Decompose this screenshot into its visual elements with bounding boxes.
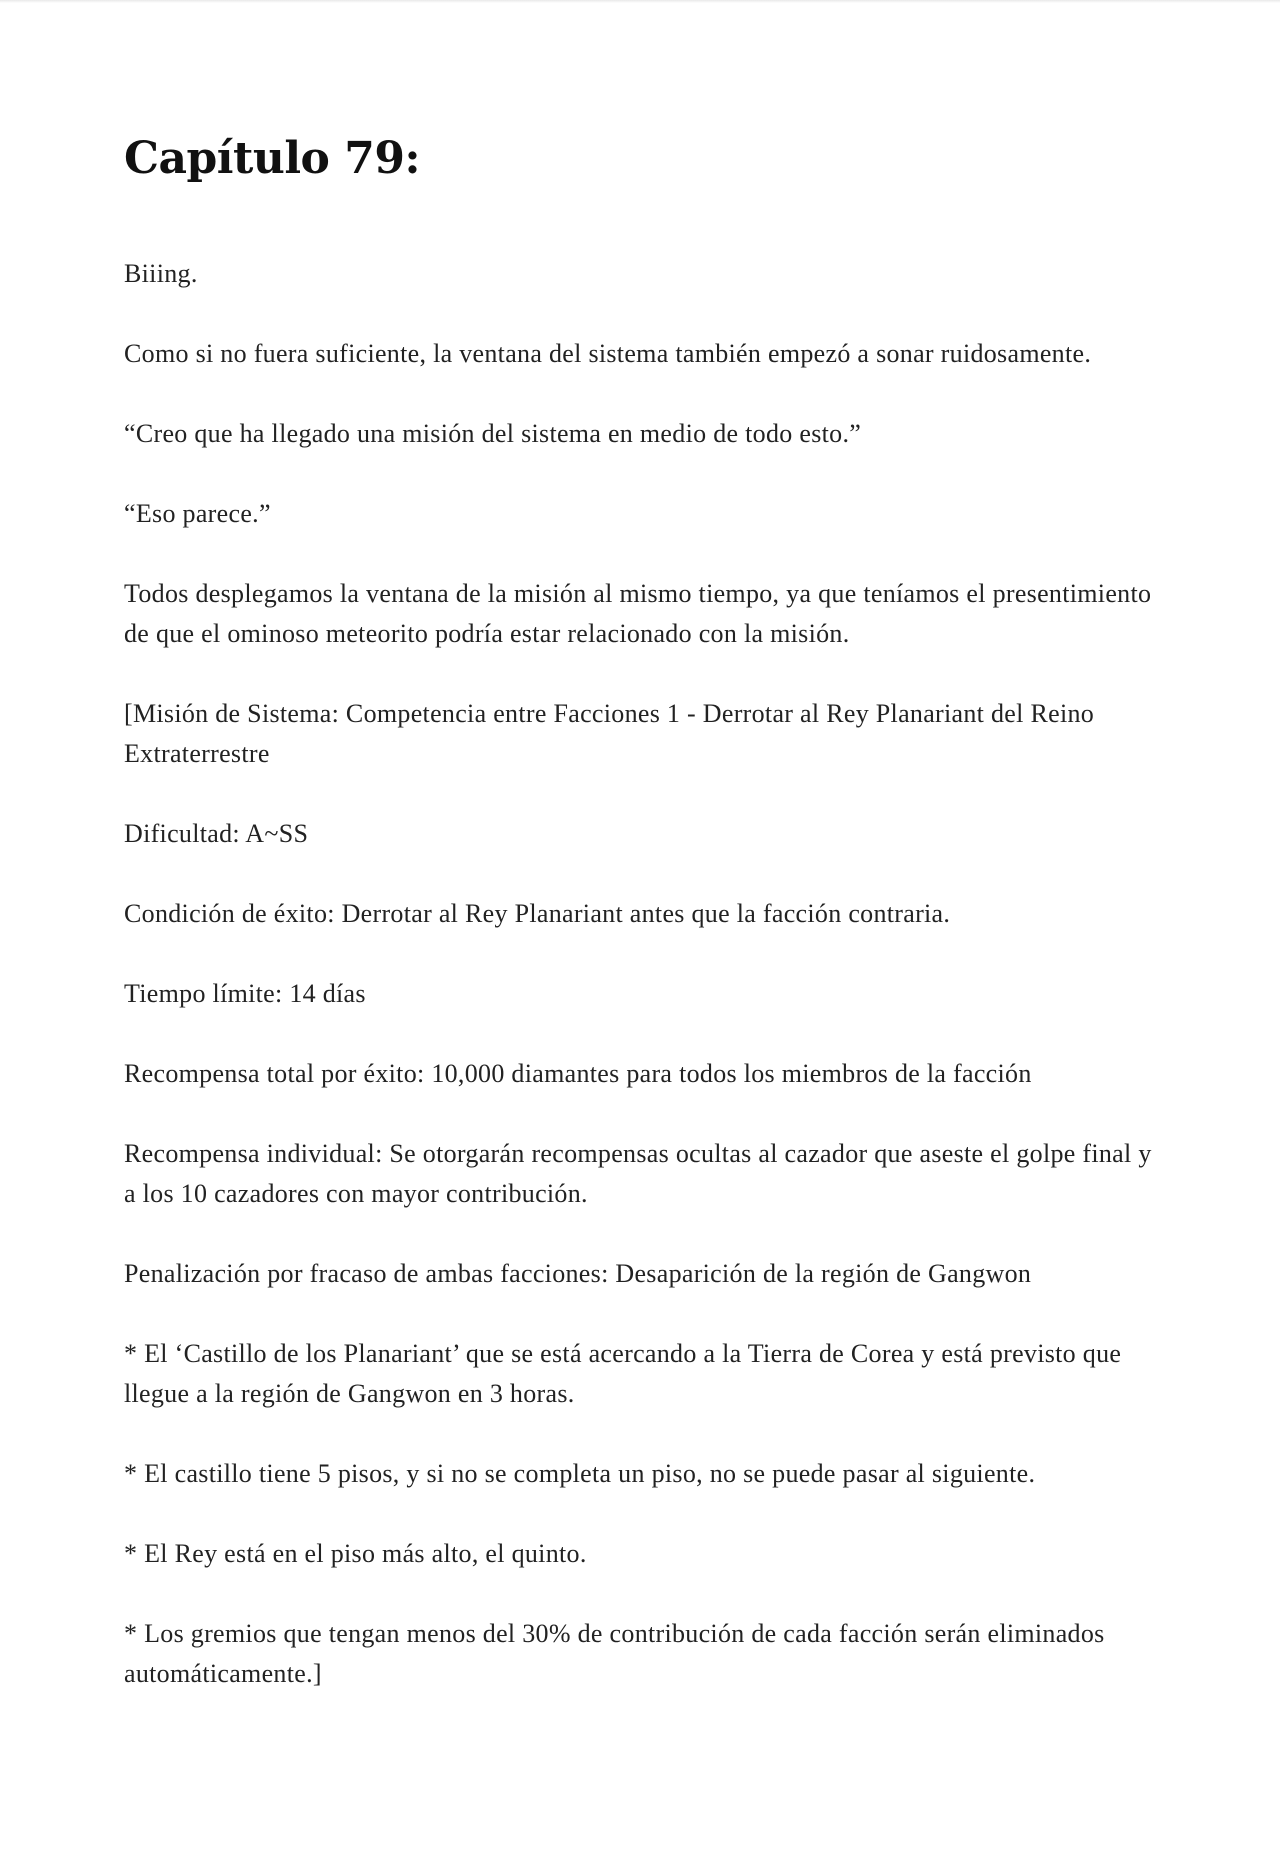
page-top-edge bbox=[0, 0, 1280, 3]
paragraph: [Misión de Sistema: Competencia entre Facciones 1 - Derrotar al Rey Planariant del Reino Extraterrestre bbox=[124, 699, 1095, 768]
paragraph: Condición de éxito: Derrotar al Rey Planariant antes que la facción contraria. bbox=[124, 899, 951, 928]
paragraph: Como si no fuera suficiente, la ventana del sistema también empezó a sonar ruidosamente. bbox=[124, 339, 1092, 368]
paragraph: “Eso parece.” bbox=[124, 499, 271, 528]
document-body bbox=[124, 254, 1164, 1694]
paragraph: * El castillo tiene 5 pisos, y si no se completa un piso, no se puede pasar al siguiente. bbox=[124, 1459, 1036, 1488]
paragraph: Tiempo límite: 14 días bbox=[124, 979, 366, 1008]
paragraph: “Creo que ha llegado una misión del sistema en medio de todo esto.” bbox=[124, 419, 862, 448]
paragraph: Penalización por fracaso de ambas facciones: Desaparición de la región de Gangwon bbox=[124, 1259, 1032, 1288]
paragraph: Dificultad: A~SS bbox=[124, 819, 309, 848]
paragraph: * El Rey está en el piso más alto, el quinto. bbox=[124, 1539, 587, 1568]
paragraph: * El ‘Castillo de los Planariant’ que se está acercando a la Tierra de Corea y está previsto que llegue a la región de Gangwon en 3 horas. bbox=[124, 1339, 1122, 1408]
paragraph: * Los gremios que tengan menos del 30% de contribución de cada facción serán eliminados automáticamente.] bbox=[124, 1619, 1105, 1688]
paragraph: Recompensa individual: Se otorgarán recompensas ocultas al cazador que aseste el golpe final y a los 10 cazadores con mayor contribución. bbox=[124, 1139, 1152, 1208]
paragraph: Recompensa total por éxito: 10,000 diamantes para todos los miembros de la facción bbox=[124, 1059, 1032, 1088]
paragraph: Biiing. bbox=[124, 259, 198, 288]
document-page bbox=[124, 120, 1164, 1734]
chapter-title: Capítulo 79: bbox=[124, 133, 421, 184]
paragraph: Todos desplegamos la ventana de la misión al mismo tiempo, ya que teníamos el presentimiento de que el ominoso meteorito podría estar relacionado con la misión. bbox=[124, 579, 1152, 648]
